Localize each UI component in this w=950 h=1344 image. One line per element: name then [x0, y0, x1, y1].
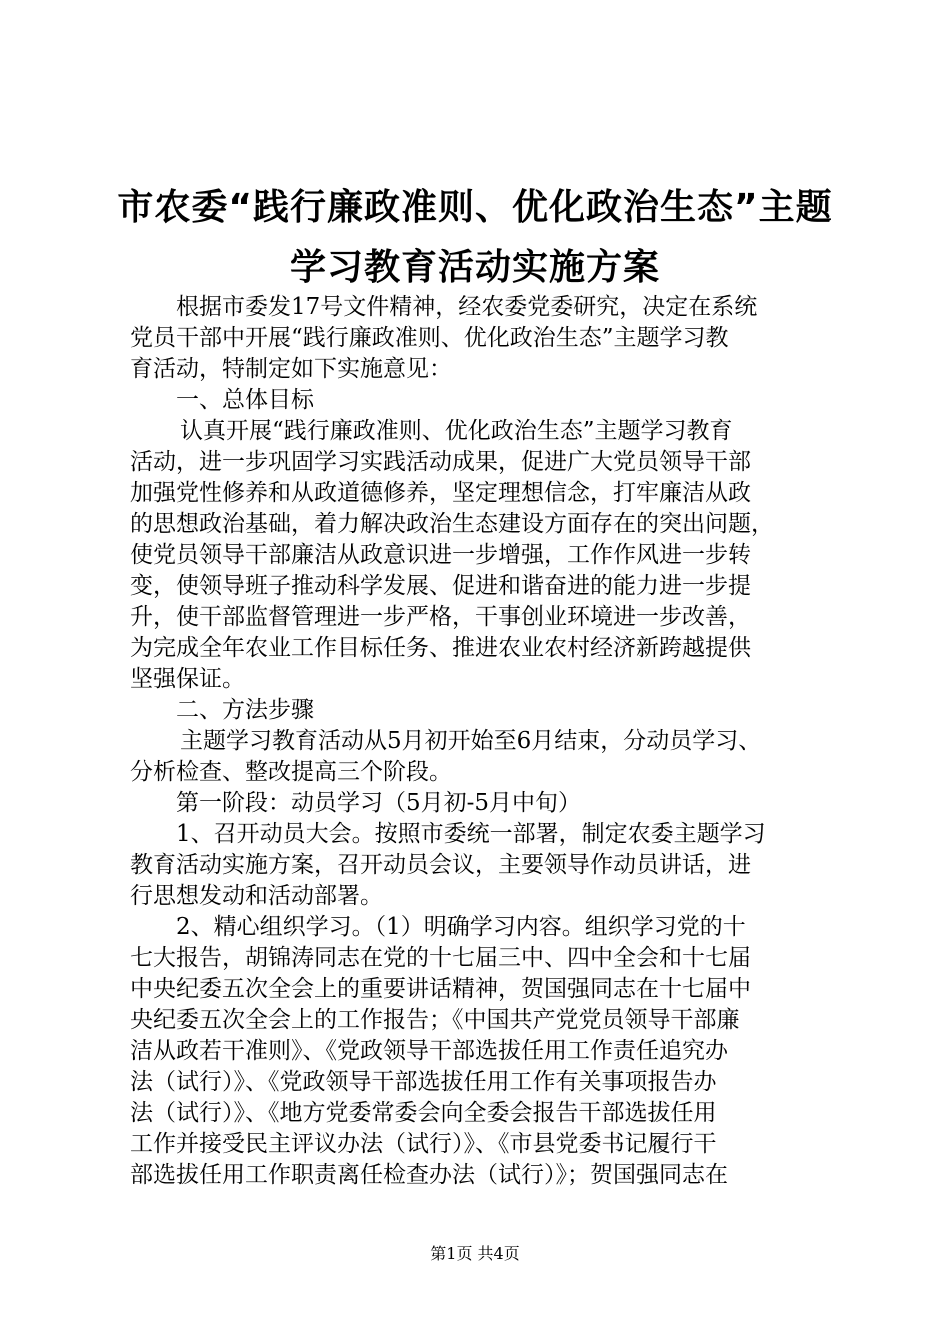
- paragraph-line: 变，使领导班子推动科学发展、促进和谐奋进的能力进一步提: [130, 573, 751, 599]
- document-body: [130, 292, 830, 1191]
- paragraph-line: 使党员领导干部廉洁从政意识进一步增强，工作作风进一步转: [130, 542, 751, 568]
- paragraph-line: 中央纪委五次全会上的重要讲话精神，贺国强同志在十七届中: [130, 976, 751, 1002]
- paragraph-line: 洁从政若干准则》、《党政领导干部选拔任用工作责任追究办: [130, 1038, 728, 1064]
- paragraph-line: 的思想政治基础，着力解决政治生态建设方面存在的突出问题，: [130, 511, 774, 537]
- stage-heading: 第一阶段：动员学习（5月初-5月中旬）: [176, 790, 582, 816]
- document-title-line-1: 市农委“践行廉政准则、优化政治生态”主题: [117, 187, 833, 228]
- paragraph-line: 2、精心组织学习。（1）明确学习内容。组织学习党的十: [176, 914, 746, 940]
- paragraph-line: 育活动，特制定如下实施意见：: [130, 356, 452, 382]
- paragraph-line: 升，使干部监督管理进一步严格，干事创业环境进一步改善，: [130, 604, 751, 630]
- paragraph-line: 主题学习教育活动从5月初开始至6月结束，分动员学习、: [180, 728, 762, 754]
- paragraph-line: 活动，进一步巩固学习实践活动成果，促进广大党员领导干部: [130, 449, 751, 475]
- paragraph-line: 坚强保证。: [130, 666, 245, 692]
- paragraph-line: 为完成全年农业工作目标任务、推进农业农村经济新跨越提供: [130, 635, 751, 661]
- paragraph-line: 工作并接受民主评议办法（试行）》、《市县党委书记履行干: [130, 1131, 717, 1157]
- document-title-line-2: 学习教育活动实施方案: [289, 247, 660, 288]
- paragraph-line: 法（试行）》、《党政领导干部选拔任用工作有关事项报告办: [130, 1069, 717, 1095]
- paragraph-line: 教育活动实施方案，召开动员会议，主要领导作动员讲话，进: [130, 852, 751, 878]
- paragraph-line: 根据市委发17号文件精神，经农委党委研究，决定在系统: [176, 294, 758, 320]
- paragraph-line: 党员干部中开展“践行廉政准则、优化政治生态”主题学习教: [130, 325, 729, 351]
- paragraph-line: 分析检查、整改提高三个阶段。: [130, 759, 452, 785]
- paragraph-line: 加强党性修养和从政道德修养，坚定理想信念，打牢廉洁从政: [130, 480, 751, 506]
- section-heading: 一、总体目标: [176, 387, 314, 413]
- paragraph-line: 行思想发动和活动部署。: [130, 883, 383, 909]
- paragraph-line: 央纪委五次全会上的工作报告；《中国共产党党员领导干部廉: [130, 1007, 740, 1033]
- paragraph-line: 法（试行）》、《地方党委常委会向全委会报告干部选拔任用: [130, 1100, 717, 1126]
- paragraph-line: 部选拔任用工作职责离任检查办法（试行）》；贺国强同志在: [130, 1162, 728, 1188]
- paragraph-line: 1、召开动员大会。按照市委统一部署，制定农委主题学习: [176, 821, 766, 847]
- paragraph-line: 七大报告，胡锦涛同志在党的十七届三中、四中全会和十七届: [130, 945, 751, 971]
- section-heading: 二、方法步骤: [176, 697, 314, 723]
- paragraph-line: 认真开展“践行廉政准则、优化政治生态”主题学习教育: [180, 418, 733, 444]
- page-number-footer: 第1页 共4页: [430, 1244, 520, 1263]
